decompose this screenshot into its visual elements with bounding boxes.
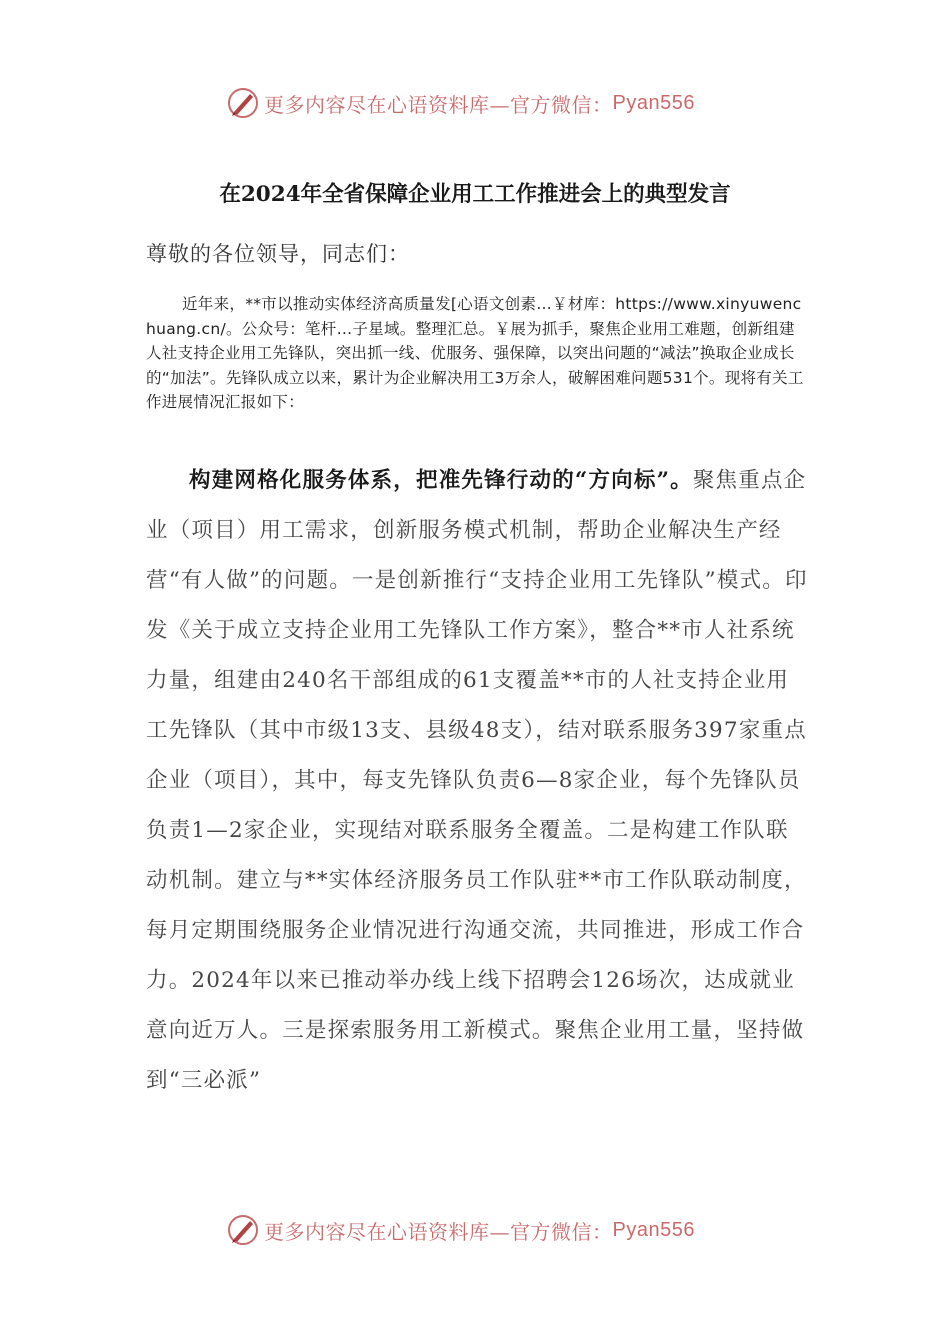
section-paragraph bbox=[146, 456, 810, 1106]
greeting: 尊敬的各位领导，同志们： bbox=[146, 242, 410, 266]
banner-wechat-id: Pyan556 bbox=[612, 91, 695, 114]
header-banner bbox=[226, 83, 695, 123]
pen-logo-icon bbox=[226, 1213, 260, 1247]
section-heading: 构建网格化服务体系，把准先锋行动的“方向标”。 bbox=[189, 468, 693, 493]
pen-logo-icon bbox=[226, 86, 260, 120]
banner-text: 更多内容尽在心语资料库—官方微信： bbox=[264, 1219, 613, 1244]
footer-banner bbox=[226, 1210, 695, 1250]
banner-text: 更多内容尽在心语资料库—官方微信： bbox=[264, 92, 613, 117]
document-title: 在2024年全省保障企业用工工作推进会上的典型发言 bbox=[219, 182, 731, 207]
section-body: 聚焦重点企业（项目）用工需求，创新服务模式机制，帮助企业解决生产经营“有人做”的问题。一是创新推行“支持企业用工先锋队”模式。印发《关于成立支持企业用工先锋队工作方案》，整合**市人社系统力量，组建由240名干部组成的61支覆盖**市的人社支持企业用工先锋队（其中市级13支、县级48支），结对联系服务397家重点企业（项目），其中，每支先锋队负责6—8家企业，每个先锋队员负责1—2家企业，实现结对联系服务全覆盖。二是构建工作队联动机制。建立与**实体经济服务员工作队驻**市工作队联动制度，每月定期围绕服务企业情况进行沟通交流，共同推进，形成工作合力。2024年以来已推动举办线上线下招聘会126场次，达成就业意向近万人。三是探索服务用工新模式。聚焦企业用工量，坚持做到“三必派” bbox=[146, 468, 808, 1093]
banner-wechat-id: Pyan556 bbox=[612, 1218, 695, 1241]
intro-paragraph: 近年来，**市以推动实体经济高质量发[心语文创素…￥材库：https://www.xinyuwenchuang.cn/。公众号：笔杆…子星域。整理汇总。￥展为抓手，聚焦企业用工难题，创新组建人社支持企业用工先锋队，突出抓一线、优服务、强保障，以突出问题的“减法”换取企业成长的“加法”。先锋队成立以来，累计为企业解决用工3万余人，破解困难问题531个。现将有关工作进展情况汇报如下： bbox=[146, 295, 804, 411]
